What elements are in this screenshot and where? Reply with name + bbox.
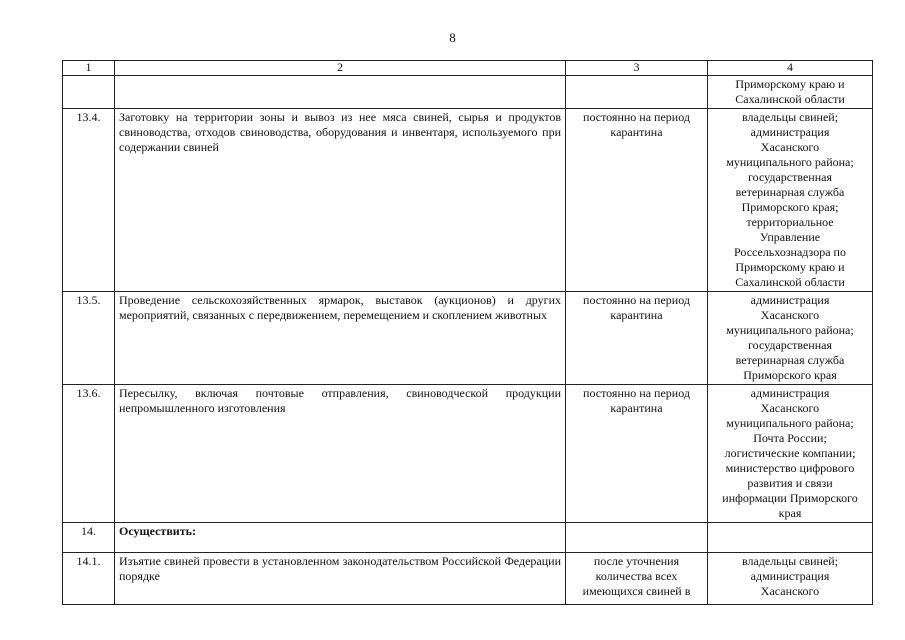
responsible-line: администрация (750, 386, 830, 400)
responsible-line: государственная (748, 170, 832, 184)
responsible-line: Россельхознадзора по (734, 245, 846, 259)
table-header-row (63, 61, 873, 76)
column-header-1: 1 (63, 61, 115, 76)
row-term: постоянно на период карантина (566, 292, 708, 385)
row-term (566, 523, 708, 553)
table-row (63, 385, 873, 523)
responsible-line: администрация (750, 569, 830, 583)
responsible-line: министерство цифрового (725, 461, 855, 475)
row-responsible (708, 553, 873, 605)
responsible-line: Сахалинской области (735, 275, 845, 289)
responsible-line: Приморскому краю и (735, 260, 845, 274)
responsible-line: государственная (748, 338, 832, 352)
responsible-line: Хасанского (760, 401, 820, 415)
row-number: 13.4. (63, 109, 115, 292)
responsible-line: информации Приморского (722, 491, 858, 505)
responsible-line: Приморскому краю и (735, 77, 845, 91)
row-responsible (708, 76, 873, 109)
row-term: постоянно на период карантина (566, 385, 708, 523)
responsible-line: администрация (750, 125, 830, 139)
table-row (63, 76, 873, 109)
row-term: после уточнения количества всех имеющихся свиней в (566, 553, 708, 605)
row-responsible (708, 523, 873, 553)
responsible-line: владельцы свиней; (741, 554, 839, 568)
table-row (63, 109, 873, 292)
responsible-line: Приморского края (743, 368, 837, 382)
responsible-line: Сахалинской области (735, 92, 845, 106)
row-term (566, 76, 708, 109)
responsible-line: ветеринарная служба (735, 185, 845, 199)
row-description: Заготовку на территории зоны и вывоз из нее мяса свиней, сырья и продуктов свиноводства, отходов свиноводства, оборудования и инвентаря, используемого при содержании свиней (115, 109, 566, 292)
responsible-line: владельцы свиней; (741, 110, 839, 124)
row-number: 13.5. (63, 292, 115, 385)
responsible-line: Хасанского (760, 308, 820, 322)
row-responsible (708, 109, 873, 292)
row-description (115, 76, 566, 109)
row-responsible (708, 385, 873, 523)
responsible-line: муниципального района; (726, 323, 854, 337)
responsible-line: Хасанского (760, 584, 820, 598)
responsible-line: ветеринарная служба (735, 353, 845, 367)
row-responsible (708, 292, 873, 385)
table-row (63, 292, 873, 385)
responsible-line: Приморского края; (741, 200, 839, 214)
responsible-line: муниципального района; (726, 416, 854, 430)
row-number (63, 76, 115, 109)
table-row (63, 553, 873, 605)
row-description: Осуществить: (115, 523, 566, 553)
responsible-line: администрация (750, 293, 830, 307)
row-number: 14. (63, 523, 115, 553)
responsible-line: Управление (759, 230, 821, 244)
row-term: постоянно на период карантина (566, 109, 708, 292)
table-row (63, 523, 873, 553)
responsible-line: Почта России; (753, 431, 827, 445)
row-description: Проведение сельскохозяйственных ярмарок, выставок (аукционов) и других мероприятий, связанных с передвижением, перемещением и скоплением животных (115, 292, 566, 385)
responsible-line: развития и связи (747, 476, 833, 490)
responsible-line: края (778, 506, 802, 520)
responsible-line: логистические компании; (724, 446, 856, 460)
row-description: Пересылку, включая почтовые отправления, свиноводческой продукции непромышленного изготовления (115, 385, 566, 523)
responsible-line: Хасанского (760, 140, 820, 154)
column-header-4: 4 (708, 61, 873, 76)
row-description: Изъятие свиней провести в установленном законодательством Российской Федерации порядке (115, 553, 566, 605)
page-number: 8 (449, 30, 456, 45)
measures-table (62, 60, 873, 605)
row-number: 13.6. (63, 385, 115, 523)
column-header-2: 2 (115, 61, 566, 76)
responsible-line: территориальное (746, 215, 834, 229)
row-number: 14.1. (63, 553, 115, 605)
column-header-3: 3 (566, 61, 708, 76)
responsible-line: муниципального района; (726, 155, 854, 169)
